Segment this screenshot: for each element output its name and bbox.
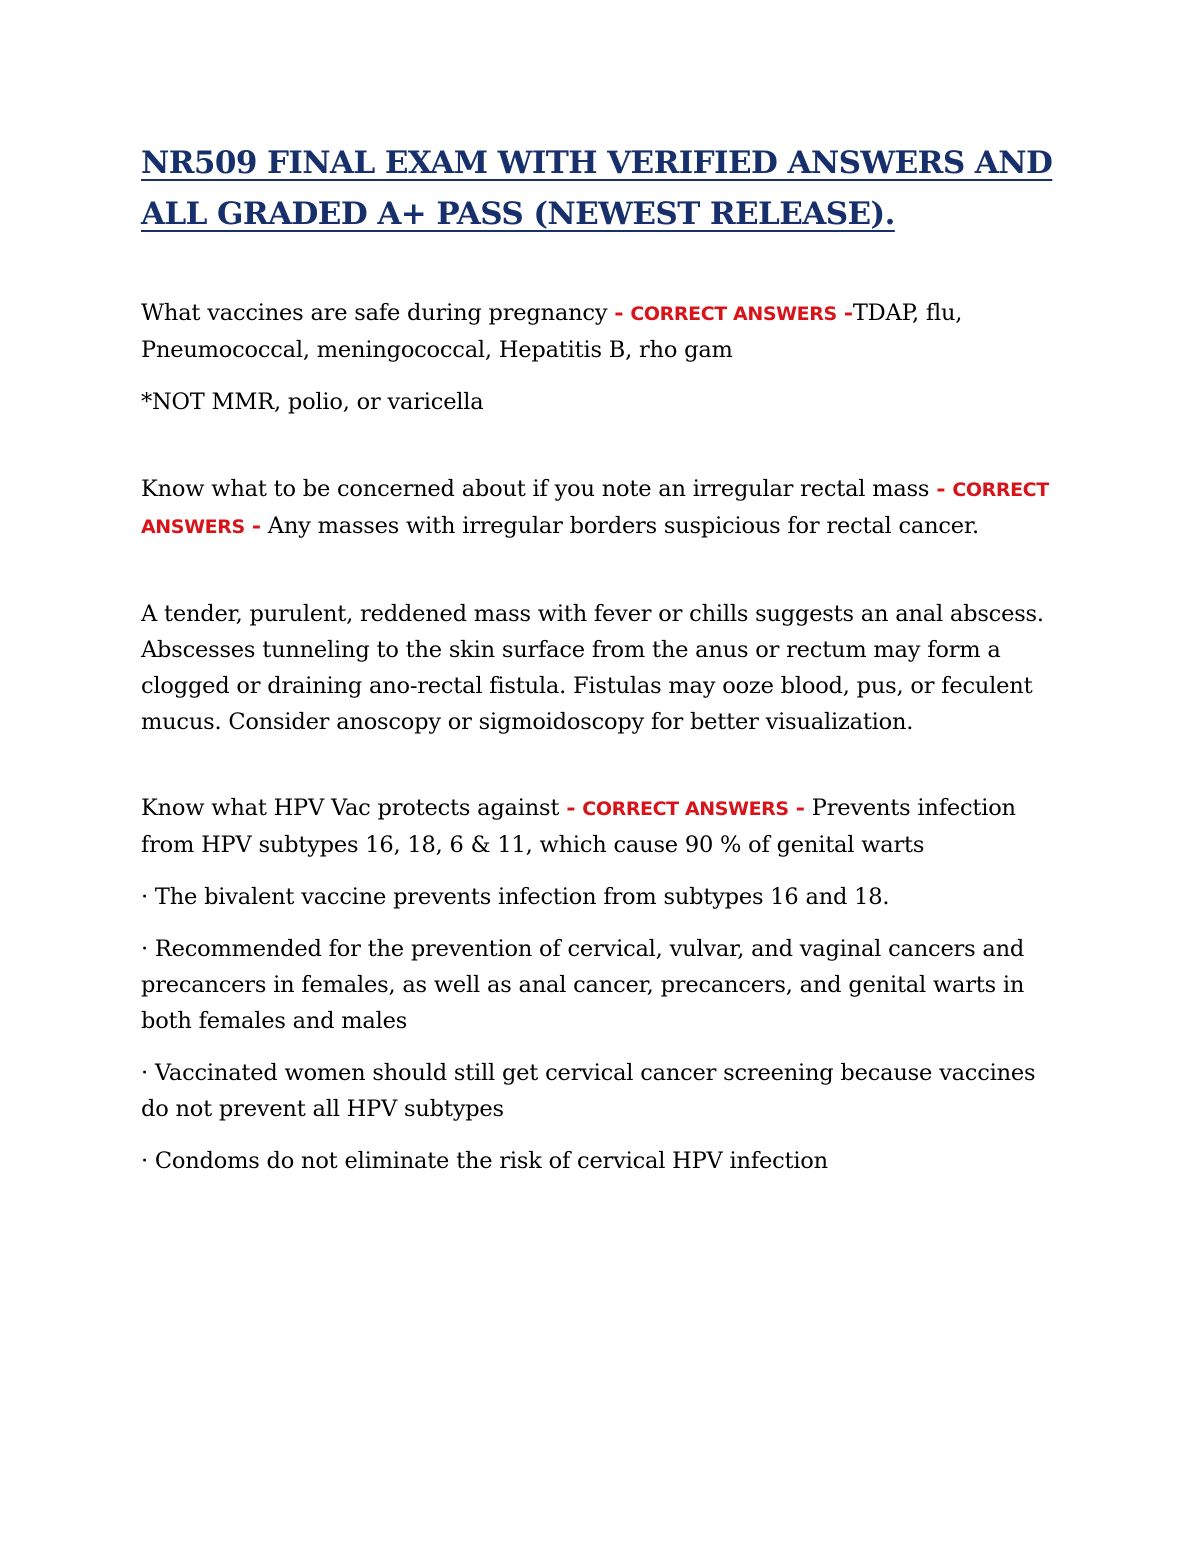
bullet-condoms-risk: · Condoms do not eliminate the risk of cervical HPV infection [141, 1148, 828, 1174]
answer-text: Any masses with irregular borders suspicious for rectal cancer. [267, 513, 979, 539]
marker-dash: - [843, 300, 853, 326]
bullet-bivalent-vaccine: · The bivalent vaccine prevents infection from subtypes 16 and 18. [141, 884, 890, 910]
bullet-recommended-prevention: · Recommended for the prevention of cervical, vulvar, and vaginal cancers and precancers in females, as well as anal cancer, precancers, and genital warts in both females and males [141, 936, 1025, 1034]
marker-dash: - [795, 795, 805, 821]
document-content [141, 138, 1061, 1179]
question-text: Know what to be concerned about if you note an irregular rectal mass [141, 476, 930, 502]
correct-answers-marker: CORRECT ANSWERS [630, 303, 837, 325]
correct-answers-marker: CORRECT ANSWERS [141, 479, 1049, 538]
answer-text: Prevents infection from HPV subtypes 16, 18, 6 & 11, which cause 90 % of genital warts [141, 795, 1016, 858]
marker-dash: - [936, 476, 946, 502]
qa-item-rectal-mass [141, 471, 1061, 545]
document-title: NR509 FINAL EXAM WITH VERIFIED ANSWERS AND ALL GRADED A+ PASS (NEWEST RELEASE). [141, 145, 1053, 232]
marker-dash: - [614, 300, 624, 326]
qa-item-hpv-vaccine [141, 790, 1061, 863]
qa-item-vaccines-pregnancy [141, 295, 1061, 368]
question-text: Know what HPV Vac protects against [141, 795, 560, 821]
question-text: What vaccines are safe during pregnancy [141, 300, 608, 326]
paragraph-anal-abscess: A tender, purulent, reddened mass with fever or chills suggests an anal abscess. Abscesses tunneling to the skin surface from the anus or rectum may form a clogged or draining ano-rectal fistula. Fistulas may ooze blood, pus, or feculent mucus. Consider anoscopy or sigmoidoscopy for better visualization. [141, 601, 1044, 735]
answer-text: TDAP, flu, Pneumococcal, meningococcal, Hepatitis B, rho gam [141, 300, 963, 363]
bullet-cervical-screening: · Vaccinated women should still get cervical cancer screening because vaccines do not prevent all HPV subtypes [141, 1060, 1036, 1122]
correct-answers-marker: CORRECT ANSWERS [582, 798, 789, 820]
marker-dash: - [566, 795, 576, 821]
note-not-mmr: *NOT MMR, polio, or varicella [141, 389, 484, 415]
marker-dash: - [251, 513, 261, 539]
